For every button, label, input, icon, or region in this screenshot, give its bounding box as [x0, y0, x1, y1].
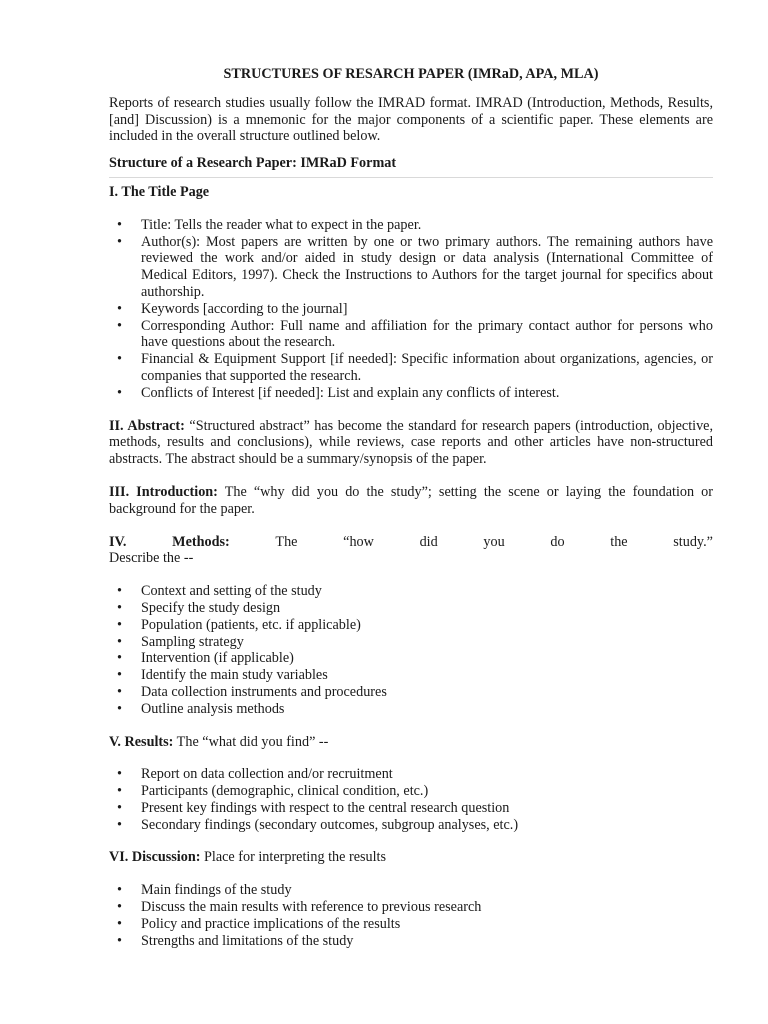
discussion-paragraph [109, 849, 713, 866]
abstract-paragraph [109, 418, 713, 468]
title-page-list [109, 217, 713, 402]
results-paragraph [109, 734, 713, 751]
methods-word: The [275, 533, 298, 550]
discussion-text: Place for interpreting the results [200, 849, 387, 866]
introduction-paragraph [109, 484, 713, 518]
results-list [109, 766, 713, 833]
methods-word: “how [343, 533, 374, 550]
list-item: • Context and setting of the study [109, 583, 713, 600]
abstract-text: “Structured abstract” has become the standard for research papers (introduction, objective, methods, results and conclusions), while reviews, case reports and other articles have non-structured abstracts. The abstract should be a summary/synopsis of the paper. [109, 417, 714, 468]
intro-paragraph: Reports of research studies usually follow the IMRAD format. IMRAD (Introduction, Methods, Results, [and] Discussion) is a mnemonic for the major components of a scientific paper. These elements are included in the overall structure outlined below. [109, 94, 713, 145]
list-item: • Keywords [according to the journal] [109, 301, 713, 318]
list-item: • Data collection instruments and procedures [109, 684, 713, 701]
list-item: • Policy and practice implications of the results [109, 916, 713, 933]
list-item: • Identify the main study variables [109, 667, 713, 684]
document-page [109, 66, 713, 949]
abstract-label: II. Abstract: [109, 417, 185, 434]
methods-word: you [483, 533, 505, 550]
list-item: • Secondary findings (secondary outcomes, subgroup analyses, etc.) [109, 817, 713, 834]
results-text: The “what did you find” -- [173, 733, 329, 750]
list-item: • Strengths and limitations of the study [109, 933, 713, 950]
list-item: • Participants (demographic, clinical condition, etc.) [109, 783, 713, 800]
list-item: • Present key findings with respect to the central research question [109, 800, 713, 817]
results-label: V. Results: [109, 733, 174, 750]
list-item: • Main findings of the study [109, 882, 713, 899]
list-item: • Intervention (if applicable) [109, 650, 713, 667]
methods-line [109, 534, 713, 551]
list-item: • Population (patients, etc. if applicable) [109, 617, 713, 634]
list-item: • Financial & Equipment Support [if needed]: Specific information about organizations, agencies, or companies that supported the research. [109, 351, 713, 385]
page-title: STRUCTURES OF RESARCH PAPER (IMRaD, APA, MLA) [223, 66, 599, 82]
list-item: • Report on data collection and/or recruitment [109, 766, 713, 783]
list-item: • Title: Tells the reader what to expect in the paper. [109, 217, 713, 234]
list-item: • Corresponding Author: Full name and affiliation for the primary contact author for persons who have questions about the research. [109, 318, 713, 352]
methods-list [109, 583, 713, 717]
list-item: • Specify the study design [109, 600, 713, 617]
introduction-text: The “why did you do the study”; setting the scene or laying the foundation or background for the paper. [109, 483, 713, 517]
discussion-label: VI. Discussion: [109, 849, 201, 866]
methods-word: the [610, 533, 628, 550]
list-item: • Sampling strategy [109, 634, 713, 651]
methods-describe: Describe the -- [109, 550, 194, 567]
list-item: • Outline analysis methods [109, 701, 713, 718]
structure-heading: Structure of a Research Paper: IMRaD Format [109, 155, 713, 178]
methods-word: do [550, 533, 565, 550]
methods-label-number: IV. [109, 533, 127, 550]
list-item: • Discuss the main results with reference to previous research [109, 899, 713, 916]
methods-word: did [419, 533, 438, 550]
methods-word: study.” [673, 533, 713, 550]
methods-label: Methods: [172, 533, 230, 550]
title-page-heading: I. The Title Page [109, 183, 210, 200]
list-item: • Conflicts of Interest [if needed]: List and explain any conflicts of interest. [109, 385, 713, 402]
introduction-label: III. Introduction: [109, 483, 218, 500]
discussion-list [109, 882, 713, 949]
list-item: • Author(s): Most papers are written by one or two primary authors. The remaining authors have reviewed the work and/or aided in study design or data analysis (International Committee of Medical Editors, 1997). Check the Instructions to Authors for the target journal for specifics about authorship. [109, 234, 713, 301]
